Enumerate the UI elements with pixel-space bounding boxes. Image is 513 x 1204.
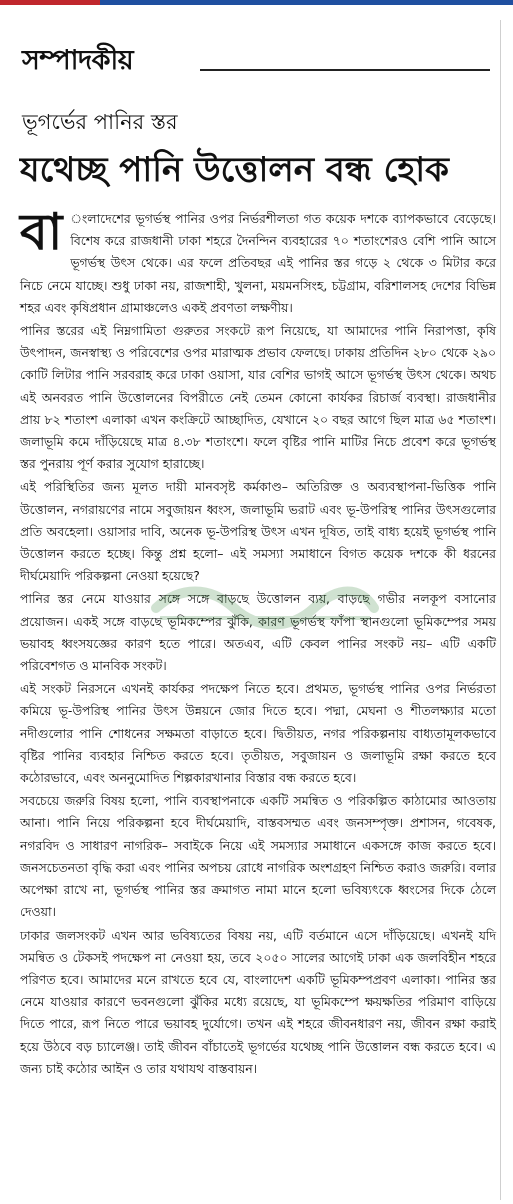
paragraph-5: এই সংকট নিরসনে এখনই কার্যকর পদক্ষেপ নিতে হবে। প্রথমত, ভূগর্ভস্থ পানির ওপর নির্ভরতা কমিয়ে ভূ-উপরিস্থ পানির উৎস উন্নয়নে জোর দিতে হবে। পদ্মা, মেঘনা ও শীতলক্ষ্যার মতো নদীগুলোর পানি শোধনের সক্ষমতা বাড়াতে হবে। দ্বিতীয়ত, নগর পরিকল্পনায় বাধ্যতামূলকভাবে বৃষ্টির পানির ব্যবহার নিশ্চিত করতে হবে। তৃতীয়ত, সবুজায়ন ও জলাভূমি রক্ষা করতে হবে কঠোরভাবে, এবং অননুমোদিত শিল্পকারখানার বিস্তার বন্ধ করতে হবে।: [20, 681, 496, 786]
paragraph-3: এই পরিস্থিতির জন্য মূলত দায়ী মানবসৃষ্ট কর্মকাণ্ড– অতিরিক্ত ও অব্যবস্থাপনা-ভিত্তিক পানি উত্তোলন, নগরায়ণের নামে সবুজায়ন ধ্বংস, জলাভূমি ভরাট এবং ভূ-উপরিস্থ পানির উৎসগুলোর প্রতি অবহেলা। ওয়াসার দাবি, অনেক ভূ-উপরিস্থ উৎস এখন দূষিত, তাই বাধ্য হয়েই ভূগর্ভস্থ পানি উত্তোলন করতে হচ্ছে। কিন্তু প্রশ্ন হলো– এই সমস্যা সমাধানে বিগত কয়েক দশকে কী ধরনের দীর্ঘমেয়াদি পরিকল্পনা নেওয়া হয়েছে?: [20, 479, 496, 584]
top-bar-blue: [100, 0, 513, 5]
section-label: সম্পাদকীয়: [22, 45, 134, 76]
drop-cap: বা: [20, 203, 63, 261]
paragraph-1: [20, 203, 496, 319]
kicker: ভূগর্ভের পানির স্তর: [22, 110, 178, 134]
paragraph-4: পানির স্তর নেমে যাওয়ার সঙ্গে সঙ্গে বাড়ছে উত্তোলন ব্যয়, বাড়ছে গভীর নলকূপ বসানোর প্রয়োজন। একই সঙ্গে বাড়ছে ভূমিকম্পের ঝুঁকি, কারণ ভূগর্ভস্থ ফাঁপা স্থানগুলো ভূমিকম্পের সময় ভয়াবহ ধ্বংসযজ্ঞের কারণ হতে পারে। অতএব, এটি কেবল পানির সংকট নয়– এটি একটি পরিবেশগত ও মানবিক সংকট।: [20, 591, 496, 674]
paragraph-7: ঢাকার জলসংকট এখন আর ভবিষ্যতের বিষয় নয়, এটি বর্তমানে এসে দাঁড়িয়েছে। এখনই যদি সমন্বিত ও টেকসই পদক্ষেপ না নেওয়া হয়, তবে ২০৫০ সালের আগেই ঢাকা এক জলবিহীন শহরে পরিণত হবে। আমাদের মনে রাখতে হবে যে, বাংলাদেশ একটি ভূমিকম্পপ্রবণ এলাকা। পানির স্তর নেমে যাওয়ার কারণে ভবনগুলো ঝুঁকির মধ্যে রয়েছে, যা ভূমিকম্পে ক্ষয়ক্ষতির পরিমাণ বাড়িয়ে দিতে পারে, রূপ নিতে পারে ভয়াবহ দুর্যোগে। তখন এই শহরে জীবনধারণ নয়, জীবন রক্ষা করাই হয়ে উঠবে বড় চ্যালেঞ্জ। তাই জীবন বাঁচাতেই ভূগর্ভের যথেচ্ছ পানি উত্তোলন বন্ধ করতে হবে। এ জন্য চাই কঠোর আইন ও তার যথাযথ বাস্তবায়ন।: [20, 927, 496, 1076]
section-rule: [200, 69, 490, 71]
top-color-bar: [0, 0, 513, 5]
column-divider: [500, 20, 501, 1200]
article-body: [20, 203, 496, 1081]
paragraph-6: সবচেয়ে জরুরি বিষয় হলো, পানি ব্যবস্থাপনাকে একটি সমন্বিত ও পরিকল্পিত কাঠামোর আওতায় আনা। পানি নিয়ে পরিকল্পনা হবে দীর্ঘমেয়াদি, বাস্তবসম্মত এবং জনসম্পৃক্ত। প্রশাসন, গবেষক, নগরবিদ ও সাধারণ নাগরিক– সবাইকে নিয়ে এই সমস্যার সমাধানে একসঙ্গে কাজ করতে হবে। জনসচেতনতা বৃদ্ধি করা এবং পানির অপচয় রোধে নাগরিক অংশগ্রহণ নিশ্চিত করাও জরুরি। বলার অপেক্ষা রাখে না, ভূগর্ভস্থ পানির স্তর ক্রমাগত নামা মানে হলো ভবিষ্যৎকে ধ্বংসের দিকে ঠেলে দেওয়া।: [20, 793, 496, 920]
paragraph-1-text: ংলাদেশের ভূগর্ভস্থ পানির ওপর নির্ভরশীলতা গত কয়েক দশকে ব্যাপকভাবে বেড়েছে। বিশেষ করে রাজধানী ঢাকা শহরে দৈনন্দিন ব্যবহারের ৭০ শতাংশেরও বেশি পানি আসে ভূগর্ভস্থ উৎস থেকে। এর ফলে প্রতিবছর এই পানির স্তর গড়ে ২ থেকে ৩ মিটার করে নিচে নেমে যাচ্ছে। শুধু ঢাকা নয়, রাজশাহী, খুলনা, ময়মনসিংহ, চট্টগ্রাম, বরিশালসহ দেশের বিভিন্ন শহর এবং কৃষিপ্রধান গ্রামাঞ্চলেও একই প্রবণতা লক্ষণীয়।: [20, 211, 496, 315]
top-bar-red: [0, 0, 100, 5]
paragraph-2: পানির স্তরের এই নিম্নগামিতা গুরুতর সংকটে রূপ নিয়েছে, যা আমাদের পানি নিরাপত্তা, কৃষি উৎপাদন, জনস্বাস্থ্য ও পরিবেশের ওপর মারাত্মক প্রভাব ফেলছে। ঢাকায় প্রতিদিন ২৮০ থেকে ২৯০ কোটি লিটার পানি সরবরাহ করে ঢাকা ওয়াসা, যার বেশির ভাগই আসে ভূগর্ভস্থ উৎস থেকে। অথচ এই অনবরত পানি উত্তোলনের বিপরীতে নেই তেমন কোনো কার্যকর রিচার্জ ব্যবস্থা। রাজধানীর প্রায় ৮২ শতাংশ এলাকা এখন কংক্রিটে আচ্ছাদিত, যেখানে ২০ বছর আগে ছিল মাত্র ৬৫ শতাংশ। জলাভূমি কমে দাঁড়িয়েছে মাত্র ৪.৩৮ শতাংশে। ফলে বৃষ্টির পানি মাটির নিচে প্রবেশ করে ভূগর্ভস্থ স্তর পুনরায় পূর্ণ করার সুযোগ হারাচ্ছে।: [20, 323, 496, 472]
headline: যথেচ্ছ পানি উত্তোলন বন্ধ হোক: [20, 150, 449, 190]
